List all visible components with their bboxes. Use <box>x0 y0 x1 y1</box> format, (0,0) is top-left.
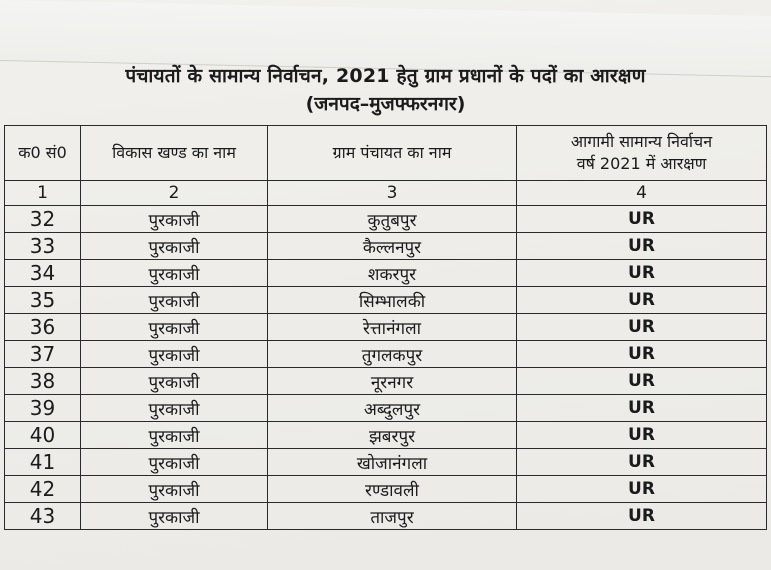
row-block-name: पुरकाजी <box>81 287 268 314</box>
column-number-row <box>5 181 767 206</box>
row-reservation: UR <box>517 314 767 341</box>
row-reservation: UR <box>517 395 767 422</box>
row-serial: 34 <box>5 260 81 287</box>
table-row <box>5 368 767 395</box>
row-block-name: पुरकाजी <box>81 422 268 449</box>
row-panchayat-name: नूरनगर <box>268 368 517 395</box>
row-serial: 37 <box>5 341 81 368</box>
row-reservation: UR <box>517 476 767 503</box>
row-block-name: पुरकाजी <box>81 476 268 503</box>
table-row <box>5 449 767 476</box>
row-block-name: पुरकाजी <box>81 260 268 287</box>
table-row <box>5 341 767 368</box>
table-row <box>5 260 767 287</box>
row-serial: 41 <box>5 449 81 476</box>
row-block-name: पुरकाजी <box>81 449 268 476</box>
row-panchayat-name: अब्दुलपुर <box>268 395 517 422</box>
table-row <box>5 503 767 530</box>
row-serial: 43 <box>5 503 81 530</box>
row-block-name: पुरकाजी <box>81 503 268 530</box>
row-panchayat-name: शकरपुर <box>268 260 517 287</box>
row-panchayat-name: कुतुबपुर <box>268 206 517 233</box>
row-block-name: पुरकाजी <box>81 206 268 233</box>
row-serial: 38 <box>5 368 81 395</box>
table-row <box>5 422 767 449</box>
table-row <box>5 233 767 260</box>
column-number: 3 <box>268 181 517 206</box>
table-row <box>5 287 767 314</box>
row-block-name: पुरकाजी <box>81 314 268 341</box>
column-number: 4 <box>517 181 767 206</box>
row-serial: 32 <box>5 206 81 233</box>
header-serial: क0 सं0 <box>5 126 81 181</box>
header-reservation-line1: आगामी सामान्य निर्वाचन <box>570 132 713 151</box>
row-reservation: UR <box>517 233 767 260</box>
document-subtitle: (जनपद–मुजफ्फरनगर) <box>305 93 466 115</box>
table-row <box>5 206 767 233</box>
table-header-row <box>5 126 767 181</box>
row-panchayat-name: ताजपुर <box>268 503 517 530</box>
row-block-name: पुरकाजी <box>81 395 268 422</box>
row-panchayat-name: रण्डावली <box>268 476 517 503</box>
row-block-name: पुरकाजी <box>81 233 268 260</box>
row-reservation: UR <box>517 449 767 476</box>
row-panchayat-name: तुगलकपुर <box>268 341 517 368</box>
row-panchayat-name: खोजानंगला <box>268 449 517 476</box>
row-serial: 42 <box>5 476 81 503</box>
header-panchayat-name: ग्राम पंचायत का नाम <box>268 126 517 181</box>
row-reservation: UR <box>517 260 767 287</box>
row-panchayat-name: झबरपुर <box>268 422 517 449</box>
row-panchayat-name: कैल्लनपुर <box>268 233 517 260</box>
header-reservation-line2: वर्ष 2021 में आरक्षण <box>576 154 707 173</box>
reservation-table <box>4 125 767 530</box>
document-title: पंचायतों के सामान्य निर्वाचन, 2021 हेतु ग्राम प्रधानों के पदों का आरक्षण <box>125 65 646 87</box>
column-number: 2 <box>81 181 268 206</box>
row-panchayat-name: रेत्तानंगला <box>268 314 517 341</box>
row-serial: 39 <box>5 395 81 422</box>
row-block-name: पुरकाजी <box>81 341 268 368</box>
table-row <box>5 314 767 341</box>
table-row <box>5 476 767 503</box>
row-reservation: UR <box>517 206 767 233</box>
row-serial: 35 <box>5 287 81 314</box>
row-reservation: UR <box>517 368 767 395</box>
row-serial: 33 <box>5 233 81 260</box>
row-serial: 36 <box>5 314 81 341</box>
row-reservation: UR <box>517 503 767 530</box>
row-reservation: UR <box>517 422 767 449</box>
row-panchayat-name: सिम्भालकी <box>268 287 517 314</box>
row-serial: 40 <box>5 422 81 449</box>
row-reservation: UR <box>517 287 767 314</box>
row-block-name: पुरकाजी <box>81 368 268 395</box>
column-number: 1 <box>5 181 81 206</box>
table-row <box>5 395 767 422</box>
header-reservation <box>517 126 767 181</box>
row-reservation: UR <box>517 341 767 368</box>
header-block-name: विकास खण्ड का नाम <box>81 126 268 181</box>
